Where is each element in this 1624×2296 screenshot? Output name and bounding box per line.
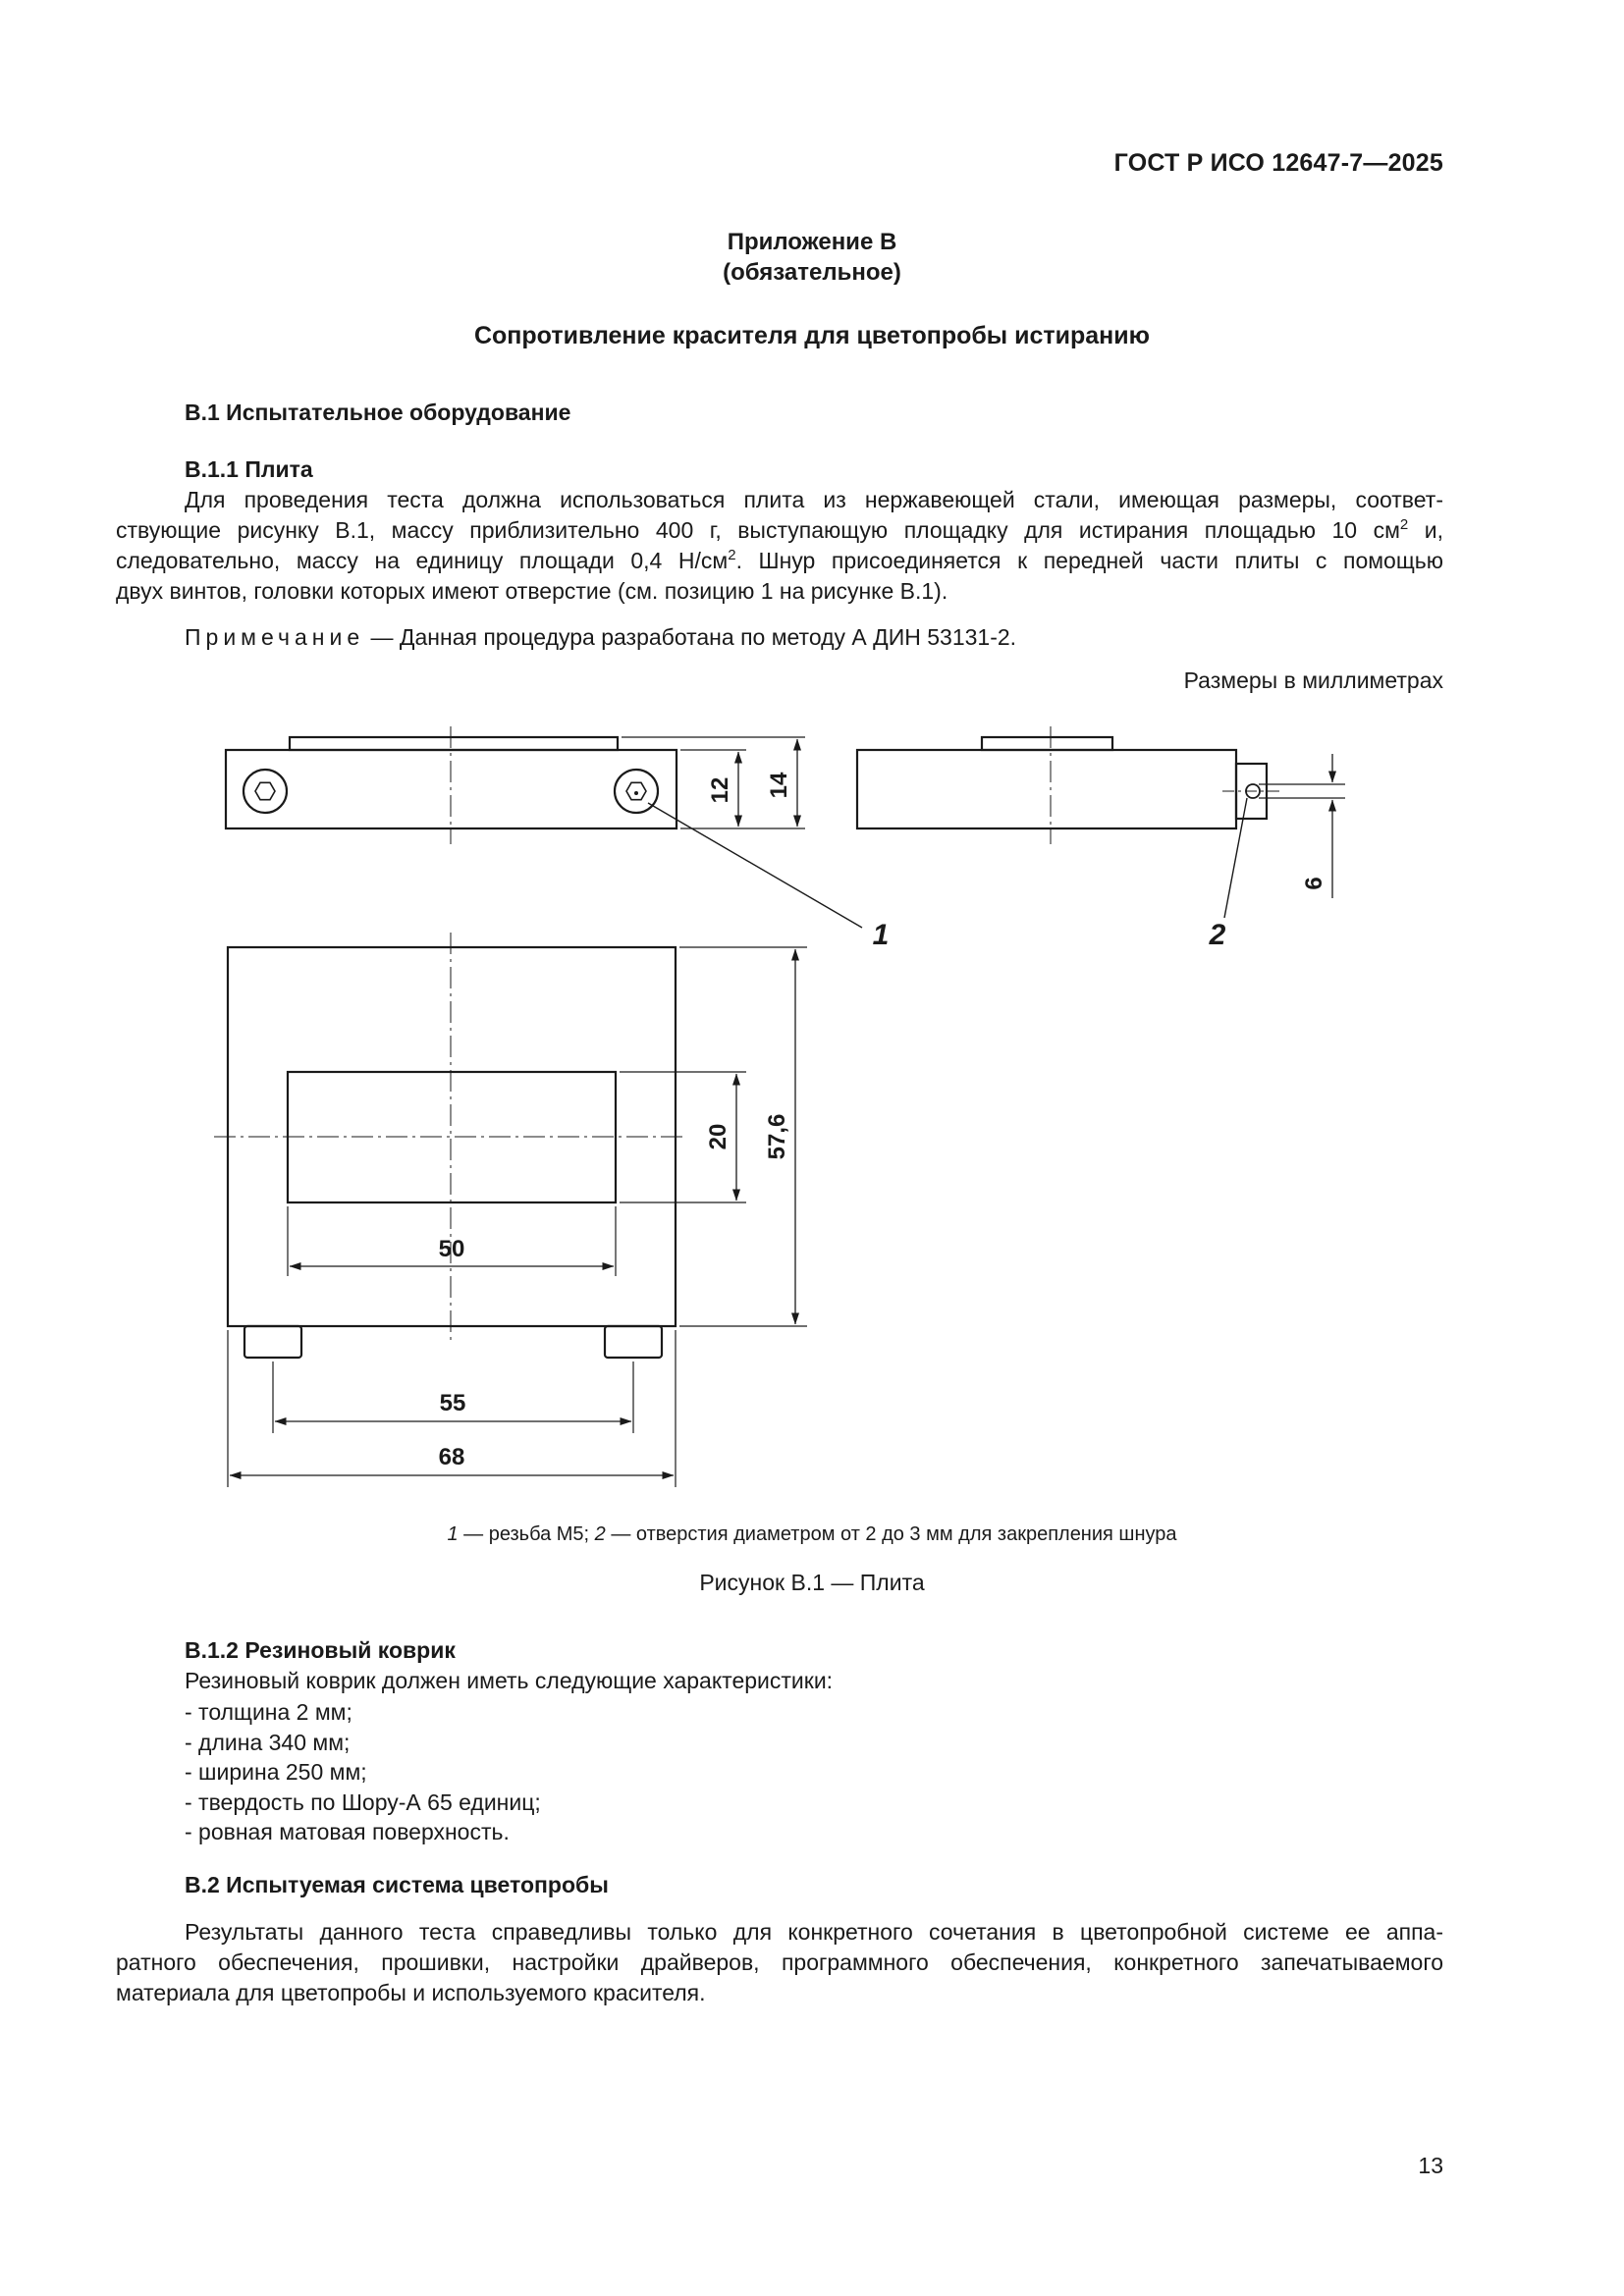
section-b12-heading: В.1.2 Резиновый коврик (185, 1637, 456, 1663)
top-view (214, 933, 807, 1487)
dim-57-6-label: 57,6 (764, 1113, 790, 1160)
annex-title: Приложение В (727, 229, 897, 255)
page-number: 13 (1418, 2153, 1443, 2178)
section-b2-heading: В.2 Испытуемая система цветопробы (185, 1872, 609, 1897)
list-item: - ширина 250 мм; (185, 1759, 367, 1785)
item-1-label: 1 (872, 919, 890, 951)
note-text: — Данная процедура разработана по методу А ДИН 53131-2. (364, 624, 1017, 650)
list-item: - ровная матовая поверхность. (185, 1819, 510, 1844)
b2-line-3: материала для цветопробы и используемого красителя. (116, 1980, 706, 2005)
list-item: - твердость по Шору-А 65 единиц; (185, 1789, 541, 1815)
item-2-label: 2 (1209, 919, 1226, 951)
section-b1-heading: В.1 Испытательное оборудование (185, 400, 571, 425)
section-b11-heading: В.1.1 Плита (185, 456, 313, 482)
rubber-mat-spec-list (185, 1697, 541, 1847)
units-note: Размеры в миллиметрах (1183, 667, 1443, 693)
dim-55-label: 55 (439, 1390, 466, 1416)
list-item: - длина 340 мм; (185, 1729, 351, 1755)
b11-line-4: двух винтов, головки которых имеют отверстие (см. позицию 1 на рисунке В.1). (116, 578, 948, 604)
document-code: ГОСТ Р ИСО 12647-7—2025 (1113, 149, 1443, 177)
b2-line-1: Результаты данного теста справедливы только для конкретного сочетания в цветопробной системе ее аппа- (185, 1919, 1443, 1945)
b11-line-2: ствующие рисунку В.1, массу приблизительно 400 г, выступающую площадку для истирания площадью 10 $см^2$ и, (116, 516, 1443, 543)
dim-68-label: 68 (438, 1444, 465, 1470)
annex-heading: Сопротивление красителя для цветопробы истиранию (473, 322, 1150, 349)
note-label: Примечание (185, 624, 365, 650)
dim-12-label: 12 (707, 776, 733, 804)
dim-6-label: 6 (1301, 877, 1327, 890)
b11-line-1: Для проведения теста должна использоваться плита из нержавеющей стали, имеющая размеры, соответ- (185, 487, 1443, 512)
side-view (857, 726, 1345, 918)
b12-intro: Резиновый коврик должен иметь следующие характеристики: (185, 1668, 834, 1693)
dim-14-label: 14 (766, 772, 792, 799)
front-view (226, 726, 862, 928)
b2-line-2: ратного обеспечения, прошивки, настройки драйверов, программного обеспечения, конкретного запечатываемого (116, 1949, 1443, 1975)
dim-50-label: 50 (438, 1236, 465, 1262)
dim-20-label: 20 (705, 1123, 731, 1150)
figure-legend: 1 — резьба М5; 2 — отверстия диаметром от 2 до 3 мм для закрепления шнура (447, 1523, 1177, 1545)
list-item: - толщина 2 мм; (185, 1699, 352, 1725)
screw-head-left (244, 770, 287, 813)
annex-status: (обязательное) (723, 259, 901, 286)
figure-title: Рисунок В.1 — Плита (699, 1570, 925, 1595)
b11-line-3: следовательно, массу на единицу площади 0,4 $Н/см^2$. Шнур присоединяется к передней части плиты с помощью (116, 547, 1443, 573)
